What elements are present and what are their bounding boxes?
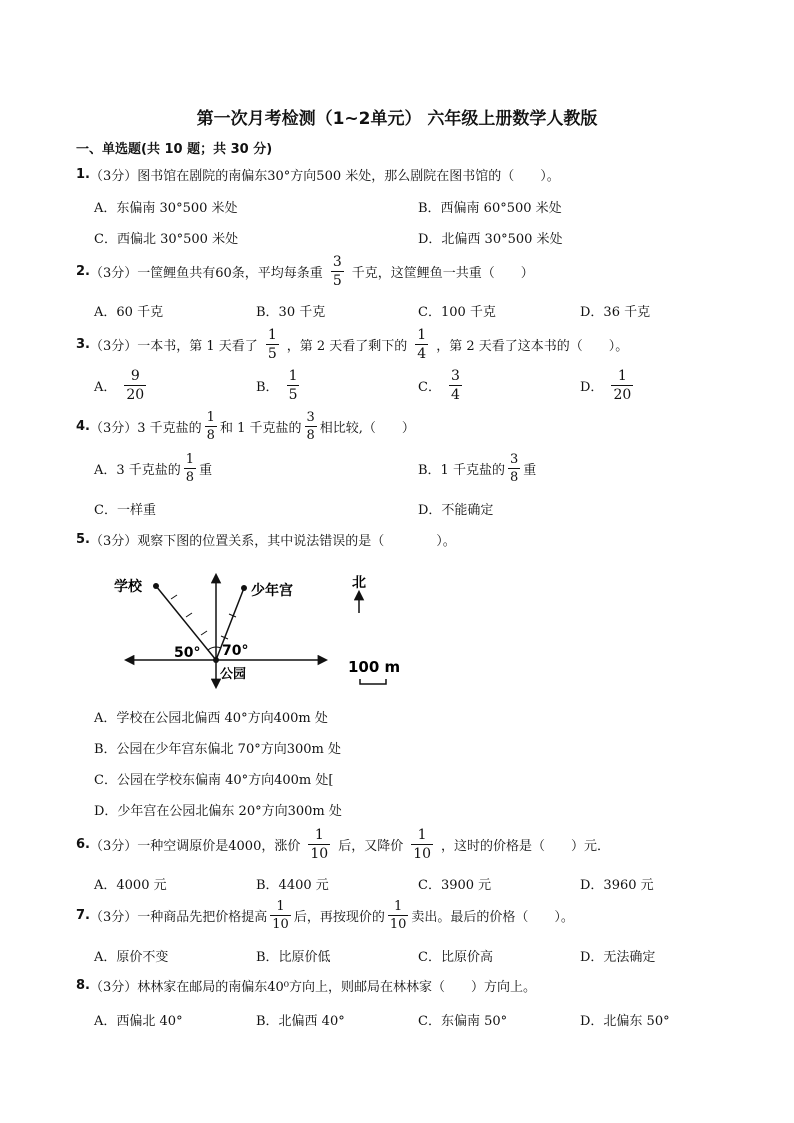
question-number: 4. bbox=[76, 419, 90, 434]
q4-option-d[interactable]: D．不能确定 bbox=[418, 503, 494, 518]
north-label: 北 bbox=[352, 575, 366, 591]
q2-option-c[interactable]: C．100 千克 bbox=[418, 305, 496, 320]
fraction: $\frac{1}{4}$ bbox=[417, 327, 427, 362]
question-text: ，第 2 天看了这本书的（ ）。 bbox=[436, 339, 629, 354]
q6-option-b[interactable]: B．4400 元 bbox=[256, 878, 329, 893]
q7-option-c[interactable]: C．比原价高 bbox=[418, 950, 493, 965]
fraction: $\frac{1}{20}$ bbox=[613, 368, 632, 403]
q5-option-d[interactable]: D．少年宫在公园北偏东 20°方向300m 处 bbox=[94, 804, 342, 819]
question-text: 一筐鲤鱼共有60条，平均每条重 bbox=[137, 266, 323, 281]
question-points: （3分） bbox=[89, 910, 138, 925]
school-label: 学校 bbox=[114, 579, 142, 595]
question-points: （3分） bbox=[89, 169, 138, 184]
q8-option-a[interactable]: A．西偏北 40° bbox=[94, 1014, 183, 1029]
section-heading: 一、单选题(共 10 题；共 30 分) bbox=[76, 142, 273, 157]
question-points: （3分） bbox=[89, 266, 138, 281]
q5-option-c[interactable]: C．公园在学校东偏南 40°方向400m 处[ bbox=[94, 773, 334, 788]
fraction: $\frac{1}{10}$ bbox=[389, 899, 407, 932]
fraction: $\frac{1}{10}$ bbox=[272, 899, 289, 932]
park-label: 公园 bbox=[220, 667, 247, 682]
palace-label: 少年宫 bbox=[251, 583, 293, 599]
scale-label: 100 m bbox=[348, 658, 401, 676]
question-text: 和 1 千克盐的 bbox=[219, 421, 302, 436]
direction-diagram bbox=[108, 565, 408, 695]
question-number: 7. bbox=[76, 908, 90, 923]
question-text: ，第 2 天看了剩下的 bbox=[286, 339, 408, 354]
angle-right-label: 70° bbox=[222, 643, 249, 659]
question-number: 8. bbox=[76, 978, 90, 993]
question-text: 观察下图的位置关系，其中说法错误的是（ ）。 bbox=[137, 534, 456, 549]
q3-option-a[interactable]: A． $\frac{9}{20}$ bbox=[94, 368, 145, 403]
q5-option-a[interactable]: A．学校在公园北偏西 40°方向400m 处 bbox=[94, 711, 328, 726]
angle-left-label: 50° bbox=[174, 645, 201, 661]
q4-option-c[interactable]: C．一样重 bbox=[94, 503, 156, 518]
q4-option-a[interactable]: A．3 千克盐的 $\frac{1}{8}$ 重 bbox=[94, 452, 213, 485]
q2-option-d[interactable]: D．36 千克 bbox=[580, 305, 651, 320]
fraction: $\frac{1}{10}$ bbox=[310, 827, 329, 862]
q7-option-d[interactable]: D．无法确定 bbox=[580, 950, 656, 965]
q5-option-b[interactable]: B．公园在少年宫东偏北 70°方向300m 处 bbox=[94, 742, 342, 757]
question-7 bbox=[76, 900, 574, 931]
question-6 bbox=[76, 828, 610, 861]
q8-option-b[interactable]: B．北偏西 40° bbox=[256, 1014, 345, 1029]
question-number: 5. bbox=[76, 532, 90, 547]
question-text: 3 千克盐的 bbox=[137, 421, 202, 436]
question-text: 后，再按现价的 bbox=[293, 910, 385, 925]
q8-option-c[interactable]: C．东偏南 50° bbox=[418, 1014, 508, 1029]
question-number: 2. bbox=[76, 264, 90, 279]
fraction: $\frac{1}{8}$ bbox=[185, 452, 195, 485]
palace-point bbox=[241, 585, 247, 591]
question-text: 林林家在邮局的南偏东40⁰方向上，则邮局在林林家（ ）方向上。 bbox=[137, 980, 537, 995]
question-text: 卖出。最后的价格（ ）。 bbox=[411, 910, 574, 925]
q1-option-a[interactable]: A．东偏南 30°500 米处 bbox=[94, 201, 238, 216]
q2-option-b[interactable]: B．30 千克 bbox=[256, 305, 326, 320]
question-points: （3分） bbox=[89, 421, 138, 436]
question-text: 后，又降价 bbox=[338, 839, 404, 854]
q2-option-a[interactable]: A．60 千克 bbox=[94, 305, 164, 320]
fraction: $\frac{1}{5}$ bbox=[267, 327, 277, 362]
question-8 bbox=[76, 976, 536, 995]
fraction: $\frac{1}{5}$ bbox=[288, 368, 298, 403]
question-number: 1. bbox=[76, 167, 90, 182]
question-text: 千克，这筐鲤鱼一共重（ ） bbox=[351, 266, 534, 281]
school-point bbox=[153, 583, 159, 589]
question-4 bbox=[76, 411, 415, 442]
question-text: 一种空调原价是4000，涨价 bbox=[137, 839, 301, 854]
q6-option-a[interactable]: A．4000 元 bbox=[94, 878, 167, 893]
question-points: （3分） bbox=[89, 839, 138, 854]
q6-option-c[interactable]: C．3900 元 bbox=[418, 878, 492, 893]
q1-option-c[interactable]: C．西偏北 30°500 米处 bbox=[94, 232, 239, 247]
question-text: 图书馆在剧院的南偏东30°方向500 米处，那么剧院在图书馆的（ ）。 bbox=[137, 169, 560, 184]
question-1 bbox=[76, 165, 560, 184]
scale-bar bbox=[360, 679, 386, 684]
question-text: 一种商品先把价格提高 bbox=[137, 910, 268, 925]
park-point bbox=[213, 657, 219, 663]
q3-option-c[interactable]: C． $\frac{3}{4}$ bbox=[418, 368, 460, 403]
question-number: 3. bbox=[76, 337, 90, 352]
question-3 bbox=[76, 328, 628, 361]
question-5 bbox=[76, 530, 456, 549]
question-2 bbox=[76, 255, 534, 288]
q7-option-b[interactable]: B．比原价低 bbox=[256, 950, 331, 965]
q8-option-d[interactable]: D．北偏东 50° bbox=[580, 1014, 670, 1029]
question-text: ，这时的价格是（ ）元． bbox=[441, 839, 611, 854]
fraction: $\frac{9}{20}$ bbox=[126, 368, 145, 403]
fraction: $\frac{1}{8}$ bbox=[206, 410, 215, 443]
question-text: 相比较,（ ） bbox=[319, 421, 415, 436]
question-points: （3分） bbox=[89, 980, 138, 995]
q3-option-d[interactable]: D． $\frac{1}{20}$ bbox=[580, 368, 632, 403]
fraction: $\frac{3}{8}$ bbox=[509, 452, 519, 485]
q3-option-b[interactable]: B． $\frac{1}{5}$ bbox=[256, 368, 298, 403]
q7-option-a[interactable]: A．原价不变 bbox=[94, 950, 169, 965]
q6-option-d[interactable]: D．3960 元 bbox=[580, 878, 654, 893]
question-points: （3分） bbox=[89, 339, 138, 354]
question-text: 一本书，第 1 天看了 bbox=[137, 339, 258, 354]
fraction: $\frac{3}{8}$ bbox=[306, 410, 315, 443]
q4-option-b[interactable]: B．1 千克盐的 $\frac{3}{8}$ 重 bbox=[418, 452, 537, 485]
question-number: 6. bbox=[76, 837, 90, 852]
q1-option-d[interactable]: D．北偏西 30°500 米处 bbox=[418, 232, 563, 247]
question-points: （3分） bbox=[89, 534, 138, 549]
fraction: $\frac{3}{4}$ bbox=[450, 368, 460, 403]
q1-option-b[interactable]: B．西偏南 60°500 米处 bbox=[418, 201, 562, 216]
fraction: $\frac{3}{5}$ bbox=[332, 254, 342, 289]
page-title: 第一次月考检测（1~2单元） 六年级上册数学人教版 bbox=[196, 109, 598, 129]
fraction: $\frac{1}{10}$ bbox=[413, 827, 432, 862]
